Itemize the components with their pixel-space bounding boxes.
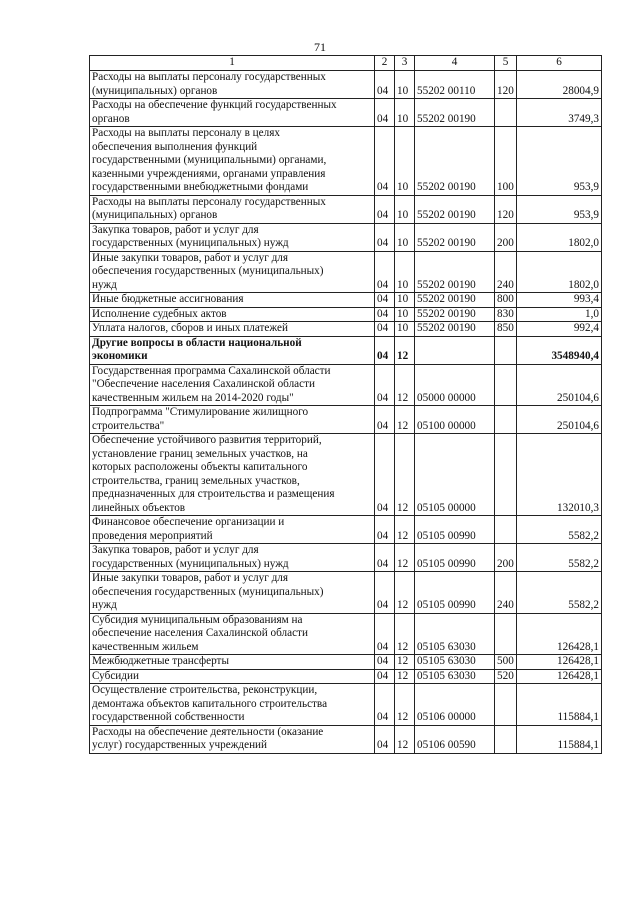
table-row — [90, 336, 602, 364]
row-amount: 250104,6 — [517, 406, 602, 434]
row-expense-type — [495, 99, 517, 127]
row-subsection: 12 — [395, 544, 415, 572]
table-row — [90, 99, 602, 127]
row-target-article: 55202 00190 — [415, 195, 495, 223]
row-subsection: 10 — [395, 71, 415, 99]
table-row — [90, 293, 602, 308]
header-cell-3: 3 — [395, 56, 415, 71]
row-amount: 1802,0 — [517, 223, 602, 251]
row-subsection: 12 — [395, 669, 415, 684]
row-amount: 953,9 — [517, 127, 602, 196]
row-name: Подпрограмма "Стимулирование жилищного строительства" — [90, 406, 375, 434]
row-name: Межбюджетные трансферты — [90, 655, 375, 670]
row-name: Субсидии — [90, 669, 375, 684]
row-name: Иные закупки товаров, работ и услуг для обеспечения государственных (муниципальных) нужд — [90, 251, 375, 293]
row-section: 04 — [375, 307, 395, 322]
row-name: Расходы на выплаты персоналу государственных (муниципальных) органов — [90, 71, 375, 99]
row-name: Государственная программа Сахалинской области "Обеспечение населения Сахалинской области качественным жильем на 2014-2020 годы" — [90, 364, 375, 406]
row-amount: 993,4 — [517, 293, 602, 308]
page-number: 71 — [314, 40, 326, 54]
row-target-article: 05105 00990 — [415, 572, 495, 614]
row-target-article: 55202 00190 — [415, 293, 495, 308]
row-amount: 115884,1 — [517, 725, 602, 753]
row-subsection: 12 — [395, 516, 415, 544]
row-amount: 115884,1 — [517, 684, 602, 726]
row-amount: 3548940,4 — [517, 336, 602, 364]
row-amount: 126428,1 — [517, 669, 602, 684]
budget-table — [89, 55, 602, 754]
table-row — [90, 572, 602, 614]
row-amount: 126428,1 — [517, 613, 602, 655]
row-subsection: 12 — [395, 336, 415, 364]
row-section: 04 — [375, 406, 395, 434]
row-subsection: 10 — [395, 251, 415, 293]
row-section: 04 — [375, 251, 395, 293]
row-expense-type: 240 — [495, 572, 517, 614]
row-subsection: 10 — [395, 293, 415, 308]
row-subsection: 12 — [395, 655, 415, 670]
row-expense-type: 240 — [495, 251, 517, 293]
row-amount: 250104,6 — [517, 364, 602, 406]
row-expense-type — [495, 434, 517, 516]
row-expense-type — [495, 684, 517, 726]
row-subsection: 12 — [395, 613, 415, 655]
table-row — [90, 307, 602, 322]
row-name: Исполнение судебных актов — [90, 307, 375, 322]
row-target-article — [415, 336, 495, 364]
table-row — [90, 127, 602, 196]
table-row — [90, 655, 602, 670]
row-section: 04 — [375, 336, 395, 364]
row-name: Расходы на выплаты персоналу государственных (муниципальных) органов — [90, 195, 375, 223]
row-expense-type: 200 — [495, 544, 517, 572]
row-target-article: 55202 00110 — [415, 71, 495, 99]
row-target-article: 55202 00190 — [415, 223, 495, 251]
row-expense-type: 200 — [495, 223, 517, 251]
row-expense-type — [495, 406, 517, 434]
row-section: 04 — [375, 725, 395, 753]
row-subsection: 10 — [395, 223, 415, 251]
row-amount: 3749,3 — [517, 99, 602, 127]
row-amount: 5582,2 — [517, 572, 602, 614]
row-section: 04 — [375, 293, 395, 308]
row-target-article: 05105 63030 — [415, 655, 495, 670]
row-amount: 953,9 — [517, 195, 602, 223]
row-name: Расходы на обеспечение функций государственных органов — [90, 99, 375, 127]
row-section: 04 — [375, 434, 395, 516]
row-expense-type — [495, 364, 517, 406]
row-section: 04 — [375, 669, 395, 684]
row-subsection: 12 — [395, 684, 415, 726]
row-target-article: 05105 00990 — [415, 516, 495, 544]
row-target-article: 05100 00000 — [415, 406, 495, 434]
row-expense-type: 500 — [495, 655, 517, 670]
row-expense-type: 850 — [495, 322, 517, 337]
row-name: Иные закупки товаров, работ и услуг для обеспечения государственных (муниципальных) нужд — [90, 572, 375, 614]
row-expense-type: 120 — [495, 195, 517, 223]
table-body — [90, 71, 602, 754]
row-section: 04 — [375, 99, 395, 127]
header-cell-1: 1 — [90, 56, 375, 71]
row-subsection: 12 — [395, 725, 415, 753]
row-section: 04 — [375, 127, 395, 196]
row-target-article: 55202 00190 — [415, 307, 495, 322]
row-expense-type — [495, 336, 517, 364]
row-name: Субсидия муниципальным образованиям на обеспечение населения Сахалинской области качественным жильем — [90, 613, 375, 655]
row-section: 04 — [375, 322, 395, 337]
row-name: Закупка товаров, работ и услуг для государственных (муниципальных) нужд — [90, 544, 375, 572]
table-row — [90, 71, 602, 99]
row-subsection: 10 — [395, 99, 415, 127]
row-name: Финансовое обеспечение организации и проведения мероприятий — [90, 516, 375, 544]
header-row — [90, 56, 602, 71]
row-target-article: 05105 63030 — [415, 613, 495, 655]
row-section: 04 — [375, 655, 395, 670]
row-section: 04 — [375, 364, 395, 406]
header-cell-5: 5 — [495, 56, 517, 71]
row-section: 04 — [375, 516, 395, 544]
table-row — [90, 434, 602, 516]
row-section: 04 — [375, 544, 395, 572]
header-cell-4: 4 — [415, 56, 495, 71]
table-row — [90, 322, 602, 337]
row-subsection: 10 — [395, 127, 415, 196]
row-amount: 5582,2 — [517, 544, 602, 572]
row-subsection: 10 — [395, 307, 415, 322]
row-section: 04 — [375, 684, 395, 726]
row-name: Осуществление строительства, реконструкции, демонтажа объектов капитального строительства государственной собственности — [90, 684, 375, 726]
row-name: Другие вопросы в области национальной экономики — [90, 336, 375, 364]
row-amount: 132010,3 — [517, 434, 602, 516]
row-target-article: 55202 00190 — [415, 127, 495, 196]
row-expense-type — [495, 725, 517, 753]
header-cell-2: 2 — [375, 56, 395, 71]
row-target-article: 55202 00190 — [415, 322, 495, 337]
table-row — [90, 364, 602, 406]
table-row — [90, 544, 602, 572]
row-target-article: 55202 00190 — [415, 251, 495, 293]
table-row — [90, 669, 602, 684]
row-expense-type: 100 — [495, 127, 517, 196]
row-expense-type: 800 — [495, 293, 517, 308]
row-target-article: 05105 63030 — [415, 669, 495, 684]
row-target-article: 05106 00590 — [415, 725, 495, 753]
row-expense-type: 830 — [495, 307, 517, 322]
row-name: Уплата налогов, сборов и иных платежей — [90, 322, 375, 337]
row-amount: 28004,9 — [517, 71, 602, 99]
row-target-article: 05106 00000 — [415, 684, 495, 726]
row-subsection: 12 — [395, 572, 415, 614]
row-subsection: 12 — [395, 406, 415, 434]
row-target-article: 05105 00990 — [415, 544, 495, 572]
table-row — [90, 684, 602, 726]
row-amount: 126428,1 — [517, 655, 602, 670]
row-expense-type — [495, 613, 517, 655]
row-name: Обеспечение устойчивого развития территорий, установление границ земельных участков, на которых расположены объекты капитального строительства, границ земельных участков, предназначенных для строительства и размещения линейных объектов — [90, 434, 375, 516]
row-subsection: 10 — [395, 195, 415, 223]
table-row — [90, 223, 602, 251]
row-target-article: 55202 00190 — [415, 99, 495, 127]
row-expense-type — [495, 516, 517, 544]
header-cell-6: 6 — [517, 56, 602, 71]
table-row — [90, 406, 602, 434]
row-expense-type: 520 — [495, 669, 517, 684]
row-expense-type: 120 — [495, 71, 517, 99]
table-row — [90, 516, 602, 544]
row-amount: 1,0 — [517, 307, 602, 322]
row-amount: 5582,2 — [517, 516, 602, 544]
row-section: 04 — [375, 71, 395, 99]
row-amount: 1802,0 — [517, 251, 602, 293]
table-row — [90, 195, 602, 223]
row-subsection: 12 — [395, 434, 415, 516]
row-section: 04 — [375, 613, 395, 655]
table-row — [90, 251, 602, 293]
row-section: 04 — [375, 223, 395, 251]
row-name: Расходы на выплаты персоналу в целях обеспечения выполнения функций государственными (муниципальными) органами, казенными учреждениями, органами управления государственными внебюджетными фондами — [90, 127, 375, 196]
row-amount: 992,4 — [517, 322, 602, 337]
row-target-article: 05105 00000 — [415, 434, 495, 516]
table-row — [90, 725, 602, 753]
row-subsection: 10 — [395, 322, 415, 337]
row-section: 04 — [375, 572, 395, 614]
row-name: Иные бюджетные ассигнования — [90, 293, 375, 308]
row-section: 04 — [375, 195, 395, 223]
row-name: Расходы на обеспечение деятельности (оказание услуг) государственных учреждений — [90, 725, 375, 753]
row-name: Закупка товаров, работ и услуг для государственных (муниципальных) нужд — [90, 223, 375, 251]
table-row — [90, 613, 602, 655]
row-subsection: 12 — [395, 364, 415, 406]
row-target-article: 05000 00000 — [415, 364, 495, 406]
